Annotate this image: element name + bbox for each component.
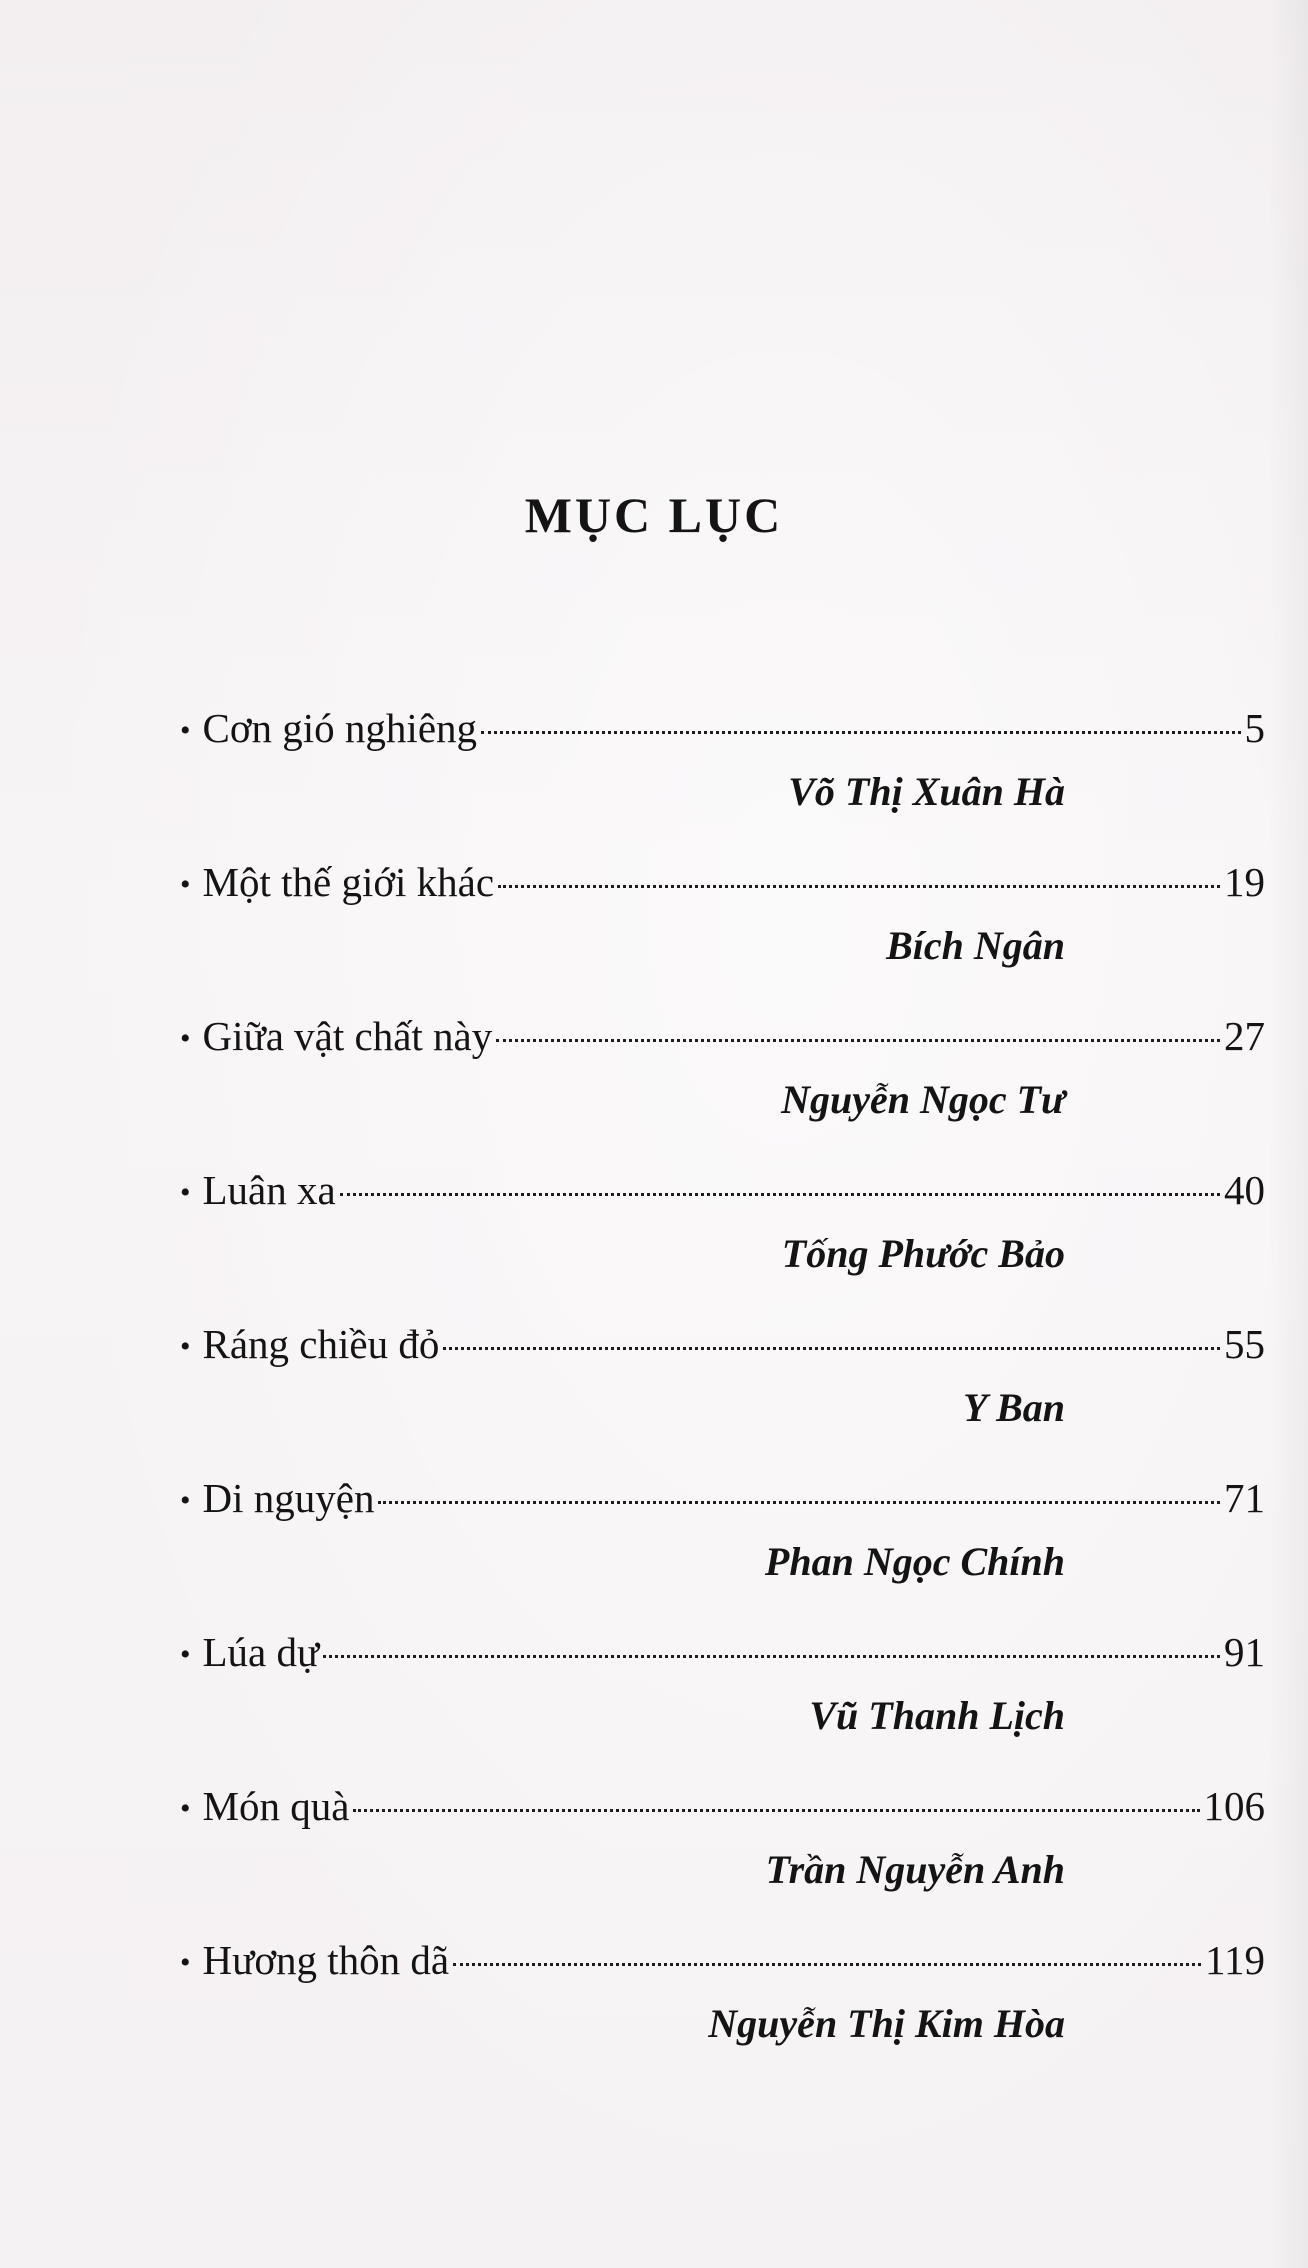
page-number: 106 [1203, 1783, 1265, 1829]
entry-author: Vũ Thanh Lịch [809, 1693, 1065, 1738]
entry-title: Di nguyện [202, 1475, 375, 1521]
dot-leader [453, 1963, 1201, 1966]
entry-author: Trần Nguyễn Anh [765, 1847, 1065, 1892]
entry-title: Hương thôn dã [202, 1937, 450, 1983]
entry-author: Phan Ngọc Chính [764, 1539, 1065, 1584]
entry-title: Ráng chiều đỏ [202, 1321, 440, 1367]
toc-entry-line [180, 1470, 1265, 1526]
toc-entry [180, 1932, 1265, 2086]
dot-leader [378, 1501, 1220, 1504]
bullet-icon: • [180, 1946, 191, 1979]
toc-entry [180, 854, 1265, 1008]
entry-title: Luân xa [202, 1167, 336, 1213]
page-number: 19 [1224, 859, 1265, 905]
page-number: 27 [1224, 1013, 1265, 1059]
toc-entry-line [180, 1162, 1265, 1218]
entry-title: Giữa vật chất này [202, 1013, 493, 1059]
dot-leader [340, 1193, 1220, 1196]
bullet-icon: • [180, 714, 191, 747]
entry-author: Bích Ngân [886, 923, 1065, 968]
toc-entry [180, 1778, 1265, 1932]
entry-author: Tống Phước Bảo [781, 1231, 1065, 1276]
entry-author: Võ Thị Xuân Hà [788, 769, 1065, 814]
bullet-icon: • [180, 1792, 191, 1825]
dot-leader [353, 1809, 1199, 1812]
entry-title: Một thế giới khác [202, 859, 495, 905]
toc-entry-line [180, 1624, 1265, 1680]
toc-entry-line [180, 700, 1265, 756]
page-number: 40 [1224, 1167, 1265, 1213]
toc-entry-line [180, 854, 1265, 910]
dot-leader [443, 1347, 1220, 1350]
bullet-icon: • [180, 1484, 191, 1517]
page-number: 55 [1224, 1321, 1265, 1367]
page-shadow [1268, 0, 1308, 2268]
toc-entry [180, 700, 1265, 854]
page-title: MỤC LỤC [524, 487, 784, 543]
dot-leader [481, 731, 1240, 734]
bullet-icon: • [180, 868, 191, 901]
bullet-icon: • [180, 1638, 191, 1671]
bullet-icon: • [180, 1176, 191, 1209]
toc-entry [180, 1008, 1265, 1162]
page-number: 5 [1244, 705, 1265, 751]
entry-title: Món quà [202, 1783, 350, 1829]
bullet-icon: • [180, 1022, 191, 1055]
entry-author: Nguyễn Ngọc Tư [781, 1077, 1065, 1122]
toc-entry-line [180, 1778, 1265, 1834]
entry-author: Nguyễn Thị Kim Hòa [708, 2001, 1065, 2046]
toc-entry-line [180, 1316, 1265, 1372]
bullet-icon: • [180, 1330, 191, 1363]
dot-leader [498, 885, 1220, 888]
table-of-contents [180, 700, 1265, 2086]
toc-entry [180, 1470, 1265, 1624]
toc-entry-line [180, 1932, 1265, 1988]
toc-entry [180, 1624, 1265, 1778]
dot-leader [323, 1655, 1220, 1658]
entry-title: Lúa dự [202, 1629, 320, 1675]
toc-entry [180, 1316, 1265, 1470]
page-number: 91 [1224, 1629, 1265, 1675]
page-number: 71 [1224, 1475, 1265, 1521]
entry-author: Y Ban [963, 1385, 1065, 1430]
toc-entry [180, 1162, 1265, 1316]
page-number: 119 [1205, 1937, 1265, 1983]
entry-title: Cơn gió nghiêng [202, 705, 478, 751]
dot-leader [496, 1039, 1220, 1042]
toc-entry-line [180, 1008, 1265, 1064]
